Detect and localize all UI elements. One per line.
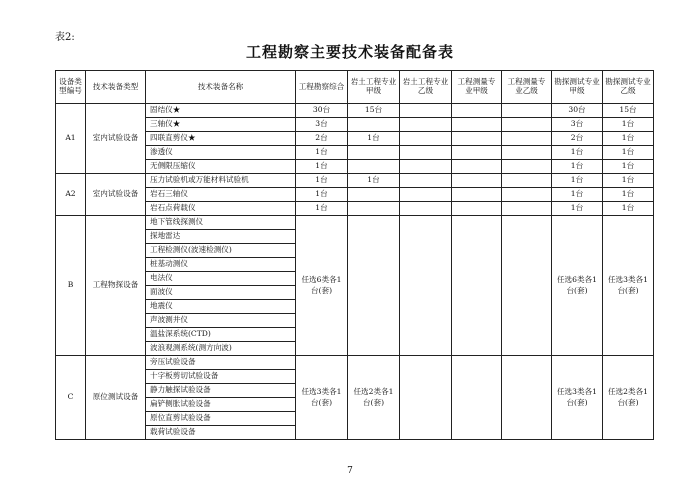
page-number: 7 xyxy=(347,466,353,476)
table-caption: 表2: xyxy=(55,32,75,43)
device-name-cell: 声波测井仪 xyxy=(146,314,296,328)
value-cell: 2台 xyxy=(552,132,603,146)
value-cell xyxy=(452,356,502,440)
value-cell: 3台 xyxy=(296,118,348,132)
value-cell xyxy=(400,160,452,174)
value-cell: 2台 xyxy=(296,132,348,146)
header-cell: 技术装备名称 xyxy=(146,71,296,104)
value-cell xyxy=(452,146,502,160)
device-code-cell: A2 xyxy=(56,174,86,216)
device-name-cell: 旁压试验设备 xyxy=(146,356,296,370)
value-cell xyxy=(502,216,552,356)
table-row xyxy=(56,188,654,202)
value-cell: 1台 xyxy=(296,146,348,160)
requirement-cell: 任选3类各1台(套) xyxy=(603,216,654,356)
device-type-cell: 工程物探设备 xyxy=(86,216,146,356)
device-name-cell: 渗透仪 xyxy=(146,146,296,160)
value-cell xyxy=(348,188,400,202)
header-cell: 技术装备类型 xyxy=(86,71,146,104)
value-cell xyxy=(400,188,452,202)
device-name-cell: 岩石三轴仪 xyxy=(146,188,296,202)
value-cell xyxy=(502,356,552,440)
device-name-cell: 工程检测仪(波速检测仪) xyxy=(146,244,296,258)
value-cell xyxy=(400,174,452,188)
value-cell xyxy=(452,188,502,202)
device-name-cell: 十字板剪切试验设备 xyxy=(146,370,296,384)
value-cell: 1台 xyxy=(552,188,603,202)
value-cell: 1台 xyxy=(348,132,400,146)
requirement-cell: 任选2类各1台(套) xyxy=(603,356,654,440)
value-cell xyxy=(452,118,502,132)
device-name-cell: 静力触探试验设备 xyxy=(146,384,296,398)
device-name-cell: 三轴仪★ xyxy=(146,118,296,132)
value-cell: 30台 xyxy=(296,104,348,118)
device-name-cell: 面波仪 xyxy=(146,286,296,300)
value-cell xyxy=(348,202,400,216)
value-cell xyxy=(502,146,552,160)
value-cell: 1台 xyxy=(296,160,348,174)
value-cell xyxy=(502,104,552,118)
table-row xyxy=(56,174,654,188)
value-cell xyxy=(502,188,552,202)
value-cell xyxy=(400,216,452,356)
table-row xyxy=(56,216,654,230)
value-cell: 1台 xyxy=(603,202,654,216)
value-cell xyxy=(400,104,452,118)
value-cell xyxy=(400,146,452,160)
value-cell: 1台 xyxy=(348,174,400,188)
device-name-cell: 电法仪 xyxy=(146,272,296,286)
value-cell xyxy=(502,118,552,132)
table-row xyxy=(56,146,654,160)
table-row xyxy=(56,104,654,118)
header-cell: 工程测量专业乙级 xyxy=(502,71,552,104)
header-cell: 岩土工程专业乙级 xyxy=(400,71,452,104)
device-name-cell: 载荷试验设备 xyxy=(146,426,296,440)
device-name-cell: 波浪观测系统(测方向波) xyxy=(146,342,296,356)
device-name-cell: 压力试验机或万能材料试验机 xyxy=(146,174,296,188)
value-cell xyxy=(348,160,400,174)
value-cell: 1台 xyxy=(603,160,654,174)
device-type-cell: 室内试验设备 xyxy=(86,174,146,216)
value-cell: 1台 xyxy=(552,174,603,188)
device-type-cell: 原位测试设备 xyxy=(86,356,146,440)
header-cell: 岩土工程专业甲级 xyxy=(348,71,400,104)
value-cell xyxy=(502,132,552,146)
value-cell xyxy=(452,160,502,174)
value-cell xyxy=(452,104,502,118)
table-row xyxy=(56,202,654,216)
header-cell: 勘探测试专业甲级 xyxy=(552,71,603,104)
device-name-cell: 扁铲侧胀试验设备 xyxy=(146,398,296,412)
device-name-cell: 桩基动测仪 xyxy=(146,258,296,272)
value-cell xyxy=(502,174,552,188)
device-name-cell: 无侧限压缩仪 xyxy=(146,160,296,174)
header-cell: 勘探测试专业乙级 xyxy=(603,71,654,104)
device-code-cell: A1 xyxy=(56,104,86,174)
value-cell: 1台 xyxy=(296,188,348,202)
value-cell xyxy=(348,146,400,160)
device-name-cell: 地下管线探测仪 xyxy=(146,216,296,230)
requirement-cell: 任选3类各1台(套) xyxy=(296,356,348,440)
device-type-cell: 室内试验设备 xyxy=(86,104,146,174)
value-cell xyxy=(452,202,502,216)
value-cell xyxy=(348,118,400,132)
device-name-cell: 温盐深系统(CTD) xyxy=(146,328,296,342)
value-cell: 15台 xyxy=(348,104,400,118)
header-cell: 工程测量专业甲级 xyxy=(452,71,502,104)
value-cell xyxy=(400,202,452,216)
table-row xyxy=(56,118,654,132)
value-cell xyxy=(348,216,400,356)
device-name-cell: 岩石点荷载仪 xyxy=(146,202,296,216)
value-cell: 1台 xyxy=(603,146,654,160)
value-cell xyxy=(400,118,452,132)
table-row xyxy=(56,356,654,370)
device-name-cell: 固结仪★ xyxy=(146,104,296,118)
value-cell: 1台 xyxy=(552,146,603,160)
requirement-cell: 任选3类各1台(套) xyxy=(552,356,603,440)
table-row xyxy=(56,160,654,174)
requirement-cell: 任选6类各1台(套) xyxy=(552,216,603,356)
value-cell xyxy=(502,202,552,216)
header-row xyxy=(56,71,654,104)
header-cell: 工程勘察综合 xyxy=(296,71,348,104)
value-cell: 30台 xyxy=(552,104,603,118)
requirement-cell: 任选6类各1台(套) xyxy=(296,216,348,356)
value-cell: 1台 xyxy=(296,174,348,188)
value-cell xyxy=(400,132,452,146)
device-name-cell: 探地雷达 xyxy=(146,230,296,244)
value-cell: 1台 xyxy=(296,202,348,216)
value-cell: 1台 xyxy=(552,160,603,174)
value-cell xyxy=(452,174,502,188)
value-cell xyxy=(452,216,502,356)
value-cell: 1台 xyxy=(552,202,603,216)
device-code-cell: B xyxy=(56,216,86,356)
value-cell: 1台 xyxy=(603,188,654,202)
requirement-cell: 任选2类各1台(套) xyxy=(348,356,400,440)
device-code-cell: C xyxy=(56,356,86,440)
value-cell: 3台 xyxy=(552,118,603,132)
value-cell xyxy=(502,160,552,174)
value-cell: 1台 xyxy=(603,132,654,146)
device-name-cell: 地震仪 xyxy=(146,300,296,314)
value-cell: 15台 xyxy=(603,104,654,118)
page-title: 工程勘察主要技术装备配备表 xyxy=(245,43,454,61)
value-cell xyxy=(400,356,452,440)
device-name-cell: 原位直剪试验设备 xyxy=(146,412,296,426)
header-cell: 设备类型编号 xyxy=(56,71,86,104)
equipment-table xyxy=(55,70,654,440)
value-cell: 1台 xyxy=(603,118,654,132)
device-name-cell: 四联直剪仪★ xyxy=(146,132,296,146)
table-row xyxy=(56,132,654,146)
value-cell xyxy=(452,132,502,146)
value-cell: 1台 xyxy=(603,174,654,188)
